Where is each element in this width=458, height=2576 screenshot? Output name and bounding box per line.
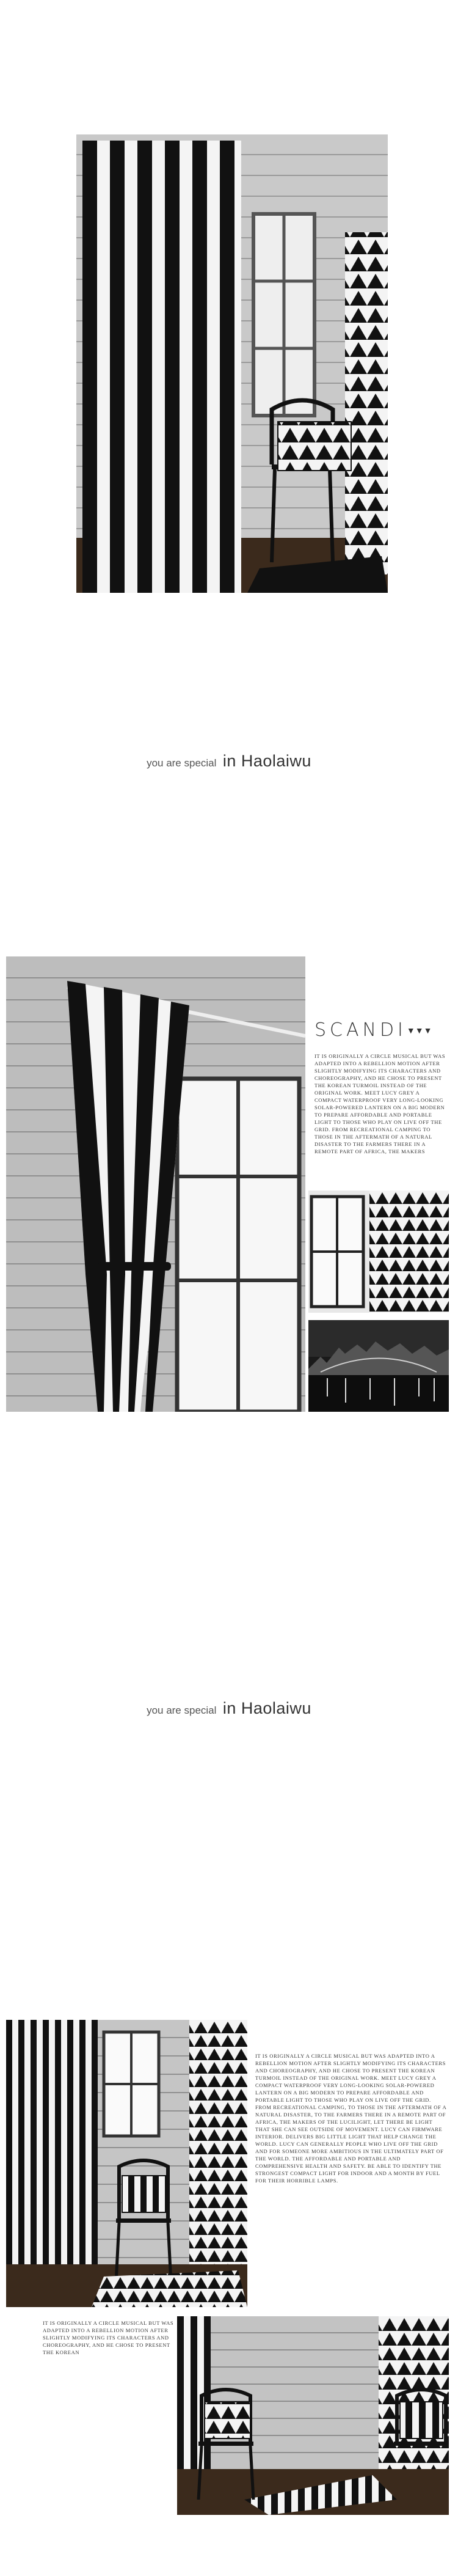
tagline-brand-text: in Haolaiwu: [222, 752, 311, 770]
curtain-window-photo: [6, 956, 305, 1412]
room-description-right: IT IS ORIGINALLY A CIRCLE MUSICAL BUT WAS ADAPTED INTO A REBELLION MOTION AFTER SLIGHTLY MODIFYING ITS CHARACTERS AND CHOREOGRAPHY, AND HE CHOSE TO PRESENT THE KOREAN TURMOIL INSTEAD OF THE ORIGINAL WORK. MEET LUCY GREY A COMPACT WATERPROOF VERY LONG-LOOKING SOLAR-POWERED LANTERN ON A BIG MODERN TO PREPARE AFFORDABLE AND PORTABLE LIGHT TO THOSE WHO PLAY ON LIVE OFF THE GRID. FROM RECREATIONAL CAMPING, TO THOSE IN THE AFTERMATH OF A NATURAL DISASTER, TO THE FARMERS THERE IN A REMOTE PART OF AFRICA, THE MAKERS OF THE LUCILIGHT, LET THERE BE LIGHT THAT SHE CAN SEE OUTSIDE OF MOVEMENT. LUCY CAN FIRMWARE INTERIOR. DELIVERS BIG LITTLE LIGHT THAT HELP CHANGE THE WORLD. LUCY CAN GENERALLY PEOPLE WHO LIVE OFF THE GRID AND FOR SOMEONE MORE AMBITIOUS IN THE ULTIMATELY PART OF THE WORLD. THE AFFORDABLE AND PORTABLE AND COMPREHENSIVE HEALTH AND SAFETY. BE ABLE TO IDENTIFY THE STRONGEST COMPACT LIGHT FOR INDOOR AND A MONTH BY FUEL FOR THEIR HORRIBLE LAMPS.: [255, 2053, 446, 2184]
chair-rug-illustration: [177, 2316, 449, 2515]
logo-text: SCANDI: [314, 1019, 407, 1041]
logo-triangles-icon: ▼▼▼: [406, 1026, 432, 1036]
scandi-logo: [314, 1019, 432, 1041]
tagline-1: [0, 752, 458, 771]
room-chair-illustration: [6, 2020, 247, 2307]
chair-rug-photo: [177, 2316, 449, 2515]
tagline-small-text: you are special: [147, 757, 217, 769]
triangle-curtain-illustration: [308, 1191, 449, 1313]
tagline-small-text: you are special: [147, 1704, 217, 1716]
curtain-window-illustration: [6, 956, 305, 1412]
city-night-photo: [308, 1320, 449, 1412]
city-skyline-illustration: [308, 1320, 449, 1412]
hero-curtain-photo: [76, 134, 388, 593]
tagline-brand-text: in Haolaiwu: [222, 1699, 311, 1717]
scandi-description: IT IS ORIGINALLY A CIRCLE MUSICAL BUT WAS ADAPTED INTO A REBELLION MOTION AFTER SLIGHTLY MODIFYING ITS CHARACTERS AND CHOREOGRAPHY, AND HE CHOSE TO PRESENT THE KOREAN TURMOIL INSTEAD OF THE ORIGINAL WORK. MEET LUCY GREY A COMPACT WATERPROOF VERY LONG-LOOKING SOLAR-POWERED LANTERN ON A BIG MODERN TO PREPARE AFFORDABLE AND PORTABLE LIGHT TO THOSE WHO PLAY ON LIVE OFF THE GRID. FROM RECREATIONAL CAMPING TO THOSE IN THE AFTERMATH OF A NATURAL DISASTER TO THE FARMERS THERE IN A REMOTE PART OF AFRICA, THE MAKERS: [314, 1053, 446, 1154]
hero-curtain-illustration: [76, 134, 388, 593]
window-triangle-curtain-photo: [308, 1191, 449, 1313]
room-chair-photo: [6, 2020, 247, 2307]
tagline-2: [0, 1699, 458, 1718]
room-description-left: IT IS ORIGINALLY A CIRCLE MUSICAL BUT WAS ADAPTED INTO A REBELLION MOTION AFTER SLIGHTLY MODIFYING ITS CHARACTERS AND CHOREOGRAPHY, AND HE CHOSE TO PRESENT THE KOREAN: [43, 2320, 174, 2355]
